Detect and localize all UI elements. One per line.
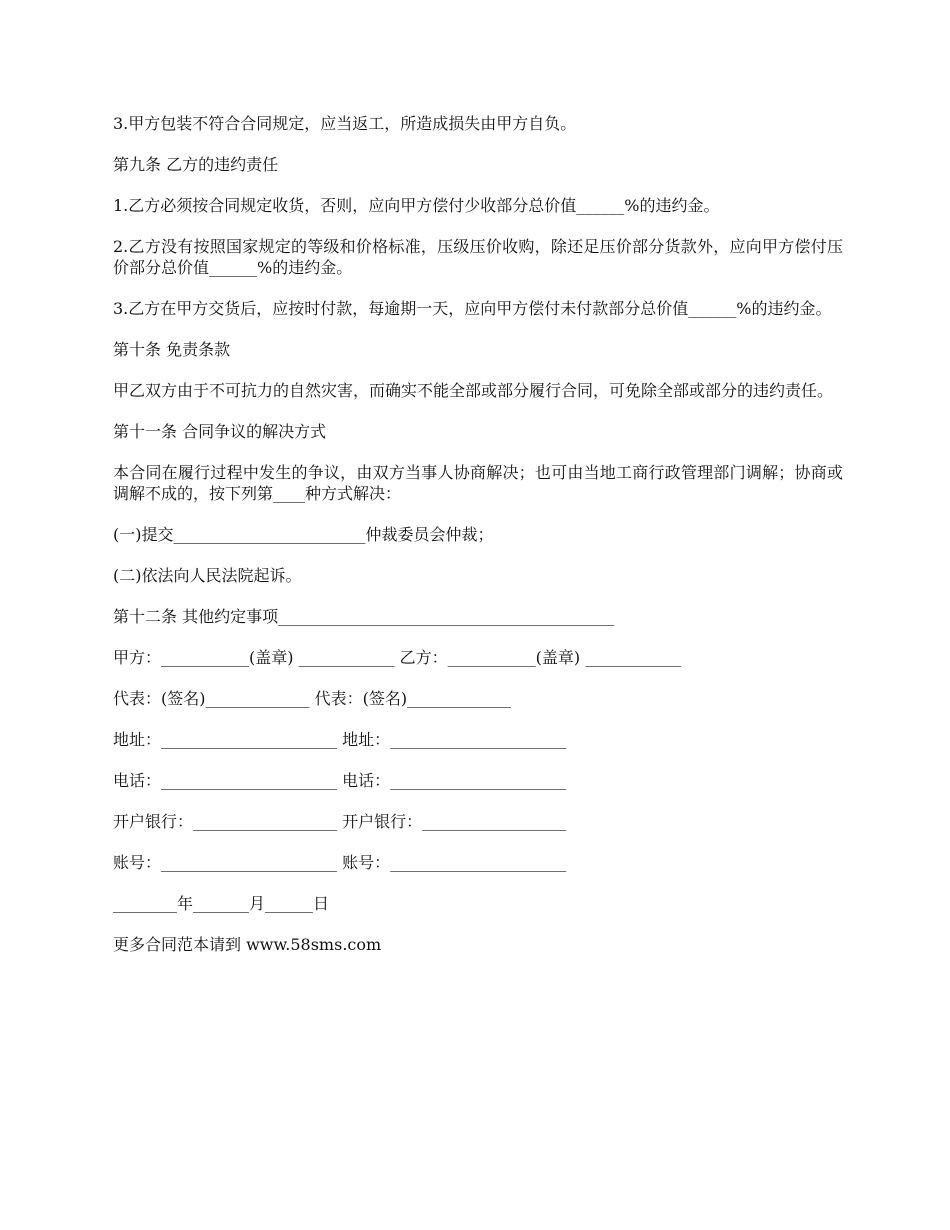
contract-page	[113, 113, 843, 975]
clause-10-text: 甲乙双方由于不可抗力的自然灾害，而确实不能全部或部分履行合同，可免除全部或部分的违约责任。	[113, 381, 834, 400]
signature-phone-line: 电话：______________________ 电话：______________________	[113, 771, 567, 790]
clause-11-option-2: (二)依法向人民法院起诉。	[113, 566, 302, 585]
clause-8-item-3: 3.甲方包装不符合合同规定，应当返工，所造成损失由甲方自负。	[113, 114, 577, 133]
clause-9-item-3: 3.乙方在甲方交货后，应按时付款，每逾期一天，应向甲方偿付未付款部分总价值______%的违约金。	[113, 299, 832, 318]
clause-9-item-1: 1.乙方必须按合同规定收货，否则，应向甲方偿付少收部分总价值______%的违约金。	[113, 196, 720, 215]
signature-account-line: 账号：______________________ 账号：______________________	[113, 853, 567, 872]
article-11-heading: 第十一条 合同争议的解决方式	[113, 422, 327, 441]
signature-bank-line: 开户银行：__________________ 开户银行：__________________	[113, 812, 567, 831]
signature-party-line: 甲方：___________(盖章) ____________ 乙方：___________(盖章) ____________	[113, 648, 682, 667]
footer-note: 更多合同范本请到 www.58sms.com	[113, 935, 382, 954]
article-10-heading: 第十条 免责条款	[113, 340, 231, 359]
clause-9-item-2: 2.乙方没有按照国家规定的等级和价格标准，压级压价收购，除还足压价部分货款外，应向甲方偿付压价部分总价值______%的违约金。	[113, 237, 843, 277]
signature-address-line: 地址：______________________ 地址：______________________	[113, 730, 567, 749]
article-12-heading: 第十二条 其他约定事项__________________________________________	[113, 607, 615, 626]
signature-date-line: ________年_______月______日	[113, 894, 330, 913]
clause-11-option-1: (一)提交________________________仲裁委员会仲裁；	[113, 525, 494, 544]
signature-representative-line: 代表：(签名)_____________ 代表：(签名)_____________	[113, 689, 512, 708]
article-9-heading: 第九条 乙方的违约责任	[113, 155, 279, 174]
clause-11-text: 本合同在履行过程中发生的争议，由双方当事人协商解决；也可由当地工商行政管理部门调解；协商或调解不成的，按下列第____种方式解决：	[113, 463, 843, 503]
